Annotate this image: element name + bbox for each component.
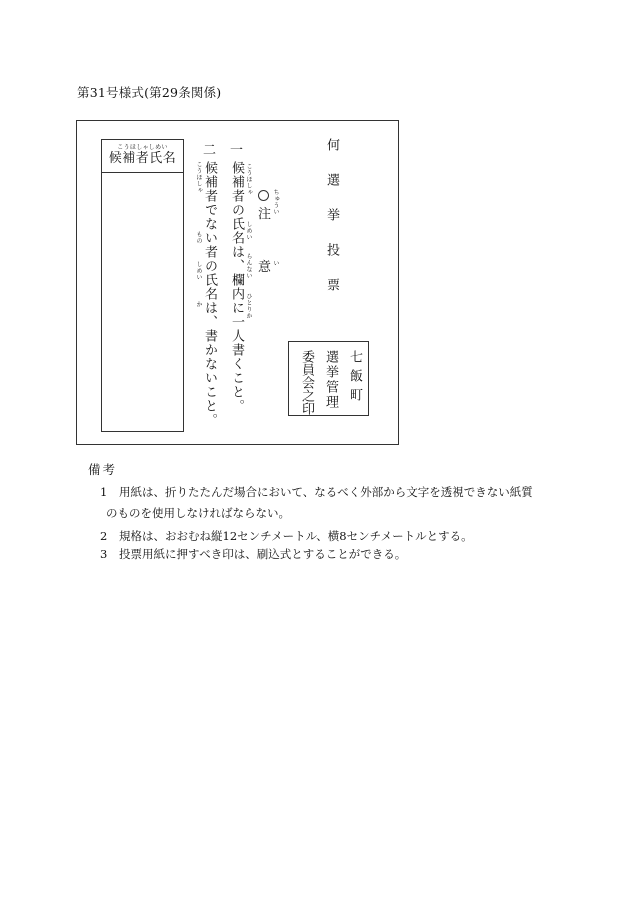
- rule-1-ruby-rannai: らんない: [245, 253, 252, 279]
- ballot-title: 何選挙投票: [324, 138, 339, 313]
- candidate-name-header: [102, 140, 183, 173]
- candidate-name-ruby: こうほしゃしめい: [117, 144, 168, 151]
- caution-2-ruby: い: [272, 260, 279, 267]
- rule-2-ruby-ka: か: [195, 301, 202, 308]
- note-1-continued: のものを使用しなければならない。: [106, 506, 290, 520]
- note-1: [100, 484, 533, 500]
- rule-2-ruby-kouhosha: こうほしゃ: [195, 161, 202, 194]
- rule-1-number: 一: [230, 143, 244, 158]
- note-1-text: 用紙は、折りたたんだ場合において、なるべく外部から文字を透視できない紙質: [119, 485, 533, 499]
- stamp-col-3: 委員会之印: [299, 350, 314, 415]
- stamp-col-2: 選挙管理: [323, 350, 338, 410]
- note-3-text: 投票用紙に押すべき印は、刷込式とすることができる。: [119, 547, 407, 561]
- note-3-number: 3: [100, 547, 108, 561]
- rule-1-ruby-hitori: ひとりか: [245, 293, 252, 319]
- rule-2-ruby-shimei: しめい: [195, 261, 202, 281]
- rule-2-number: 二: [203, 143, 217, 158]
- caution-circle-icon: [258, 190, 269, 201]
- rule-1-ruby-shimei: しめい: [245, 221, 252, 241]
- election-commission-stamp: [288, 341, 369, 416]
- caution-label-2: 意: [258, 260, 272, 275]
- candidate-name-label: 候補者氏名: [108, 151, 177, 166]
- candidate-name-box: [101, 139, 184, 432]
- caution-label-1: 注: [258, 207, 272, 222]
- rule-2-text: 候補者でない者の氏名は、書かないこと。: [202, 161, 217, 427]
- ballot-sample: [76, 120, 399, 445]
- stamp-col-1: 七飯町: [347, 350, 362, 407]
- note-3: [100, 546, 406, 562]
- note-1-number: 1: [100, 485, 108, 499]
- notes-title: 備考: [88, 462, 118, 477]
- caution-ruby: ちゅうい: [272, 189, 279, 215]
- note-2-number: 2: [100, 529, 108, 543]
- rule-2-ruby-mono: もの: [195, 231, 202, 244]
- rule-1-text: 候補者の氏名は、欄内に一人書くこと。: [229, 161, 244, 413]
- note-2-text: 規格は、おおむね縦12センチメートル、横8センチメートルとする。: [119, 529, 473, 543]
- note-2: [100, 528, 473, 544]
- form-title: 第31号様式(第29条関係): [77, 85, 222, 100]
- rule-1-ruby-kouhosha: こうほしゃ: [245, 163, 252, 196]
